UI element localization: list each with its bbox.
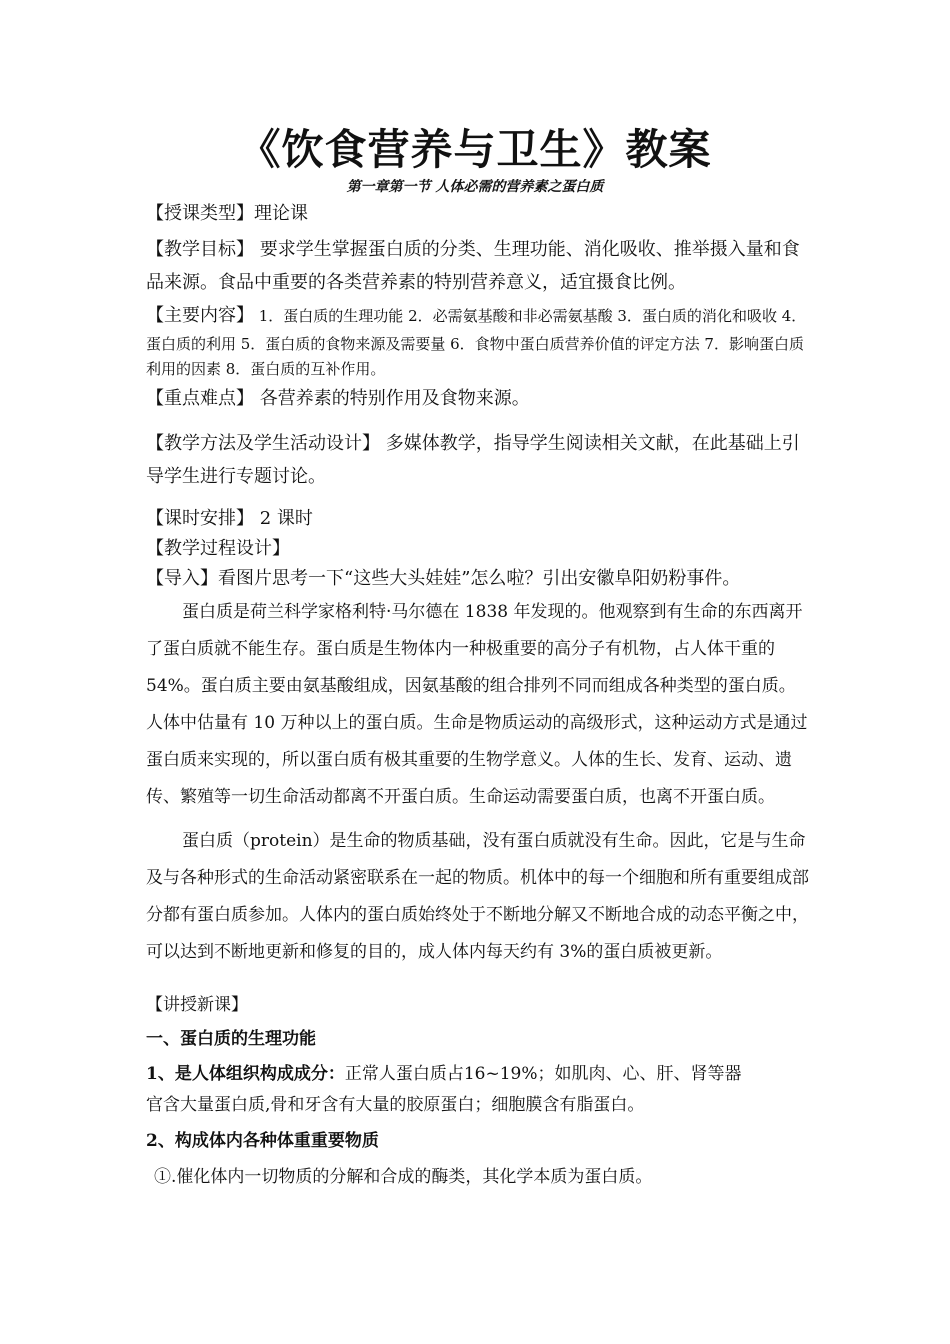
teaching-method-value: 多媒体教学，指导学生阅读相关文献，在此基础上引导学生进行专题讨论。 xyxy=(146,433,800,487)
intro-label: 【导入】 xyxy=(146,568,218,589)
teaching-goal xyxy=(146,233,812,299)
teaching-goal-value: 要求学生掌握蛋白质的分类、生理功能、消化吸收、推举摄入量和食品来源。食品中重要的各类营养素的特别营养意义，适宜摄食比例。 xyxy=(146,239,800,293)
lesson-type-value: 理论课 xyxy=(254,203,308,224)
new-lesson-heading: 【讲授新课】 xyxy=(146,995,248,1015)
schedule-label: 【课时安排】 xyxy=(146,508,254,529)
intro-value: 看图片思考一下“这些大头娃娃”怎么啦？引出安徽阜阳奶粉事件。 xyxy=(218,568,741,589)
document-subtitle: 第一章第一节 人体必需的营养素之蛋白质 xyxy=(346,179,604,195)
paragraph-2: 蛋白质（protein）是生命的物质基础，没有蛋白质就没有生命。因此，它是与生命及与各种形式的生命活动紧密联系在一起的物质。机体中的每一个细胞和所有重要组成部分都有蛋白质参加。人体内的蛋白质始终处于不断地分解又不断地合成的动态平衡之中，可以达到不断地更新和修复的目的，成人体内每天约有 3%的蛋白质被更新。 xyxy=(146,831,809,962)
process-heading: 【教学过程设计】 xyxy=(146,538,290,559)
teaching-goal-label: 【教学目标】 xyxy=(146,239,254,260)
lesson-type-row xyxy=(146,197,812,230)
main-content-value: 1．蛋白质的生理功能 2．必需氨基酸和非必需氨基酸 3．蛋白质的消化和吸收 4．蛋白质的利用 5．蛋白质的食物来源及需要量 6．食物中蛋白质营养价值的评定方法 7．影响蛋白质利用的因素 8．蛋白质的互补作用。 xyxy=(146,307,807,378)
document-title: 《饮食营养与卫生》教案 xyxy=(238,125,712,174)
intro-row xyxy=(146,562,812,595)
schedule-row xyxy=(146,502,812,535)
section-1-heading: 一、蛋白质的生理功能 xyxy=(146,1029,316,1049)
item-1-line-1 xyxy=(146,1059,812,1090)
lesson-type-label: 【授课类型】 xyxy=(146,203,254,224)
paragraph-1: 蛋白质是荷兰科学家格利特·马尔德在 1838 年发现的。他观察到有生命的东西离开了蛋白质就不能生存。蛋白质是生物体内一种极重要的高分子有机物，占人体干重的 54%。蛋白质主要由氨基酸组成，因氨基酸的组合排列不同而组成各种类型的蛋白质。人体中估量有 10 万种以上的蛋白质。生命是物质运动的高级形式，这种运动方式是通过蛋白质来实现的，所以蛋白质有极其重要的生物学意义。人体的生长、发育、运动、遗传、繁殖等一切生命活动都离不开蛋白质。生命运动需要蛋白质，也离不开蛋白质。 xyxy=(146,602,808,807)
key-points-label: 【重点难点】 xyxy=(146,388,254,409)
item-1-text: 正常人蛋白质占16~19%；如肌肉、心、肝、肾等器 xyxy=(344,1064,742,1084)
teaching-method-label: 【教学方法及学生活动设计】 xyxy=(146,433,380,454)
item-1-head: 1、是人体组织构成成分： xyxy=(146,1064,345,1084)
main-content-label: 【主要内容】 xyxy=(146,305,254,326)
teaching-method xyxy=(146,427,812,493)
key-points-value: 各营养素的特别作用及食物来源。 xyxy=(254,388,530,409)
main-content xyxy=(146,299,812,382)
item-2-heading: 2、构成体内各种体重重要物质 xyxy=(146,1131,379,1151)
item-1-line-2: 官含大量蛋白质,骨和牙含有大量的胶原蛋白；细胞膜含有脂蛋白。 xyxy=(146,1095,645,1115)
schedule-value: 2 课时 xyxy=(254,508,313,529)
item-2-sub-1: ①.催化体内一切物质的分解和合成的酶类，其化学本质为蛋白质。 xyxy=(154,1167,653,1187)
key-points-row xyxy=(146,382,812,415)
